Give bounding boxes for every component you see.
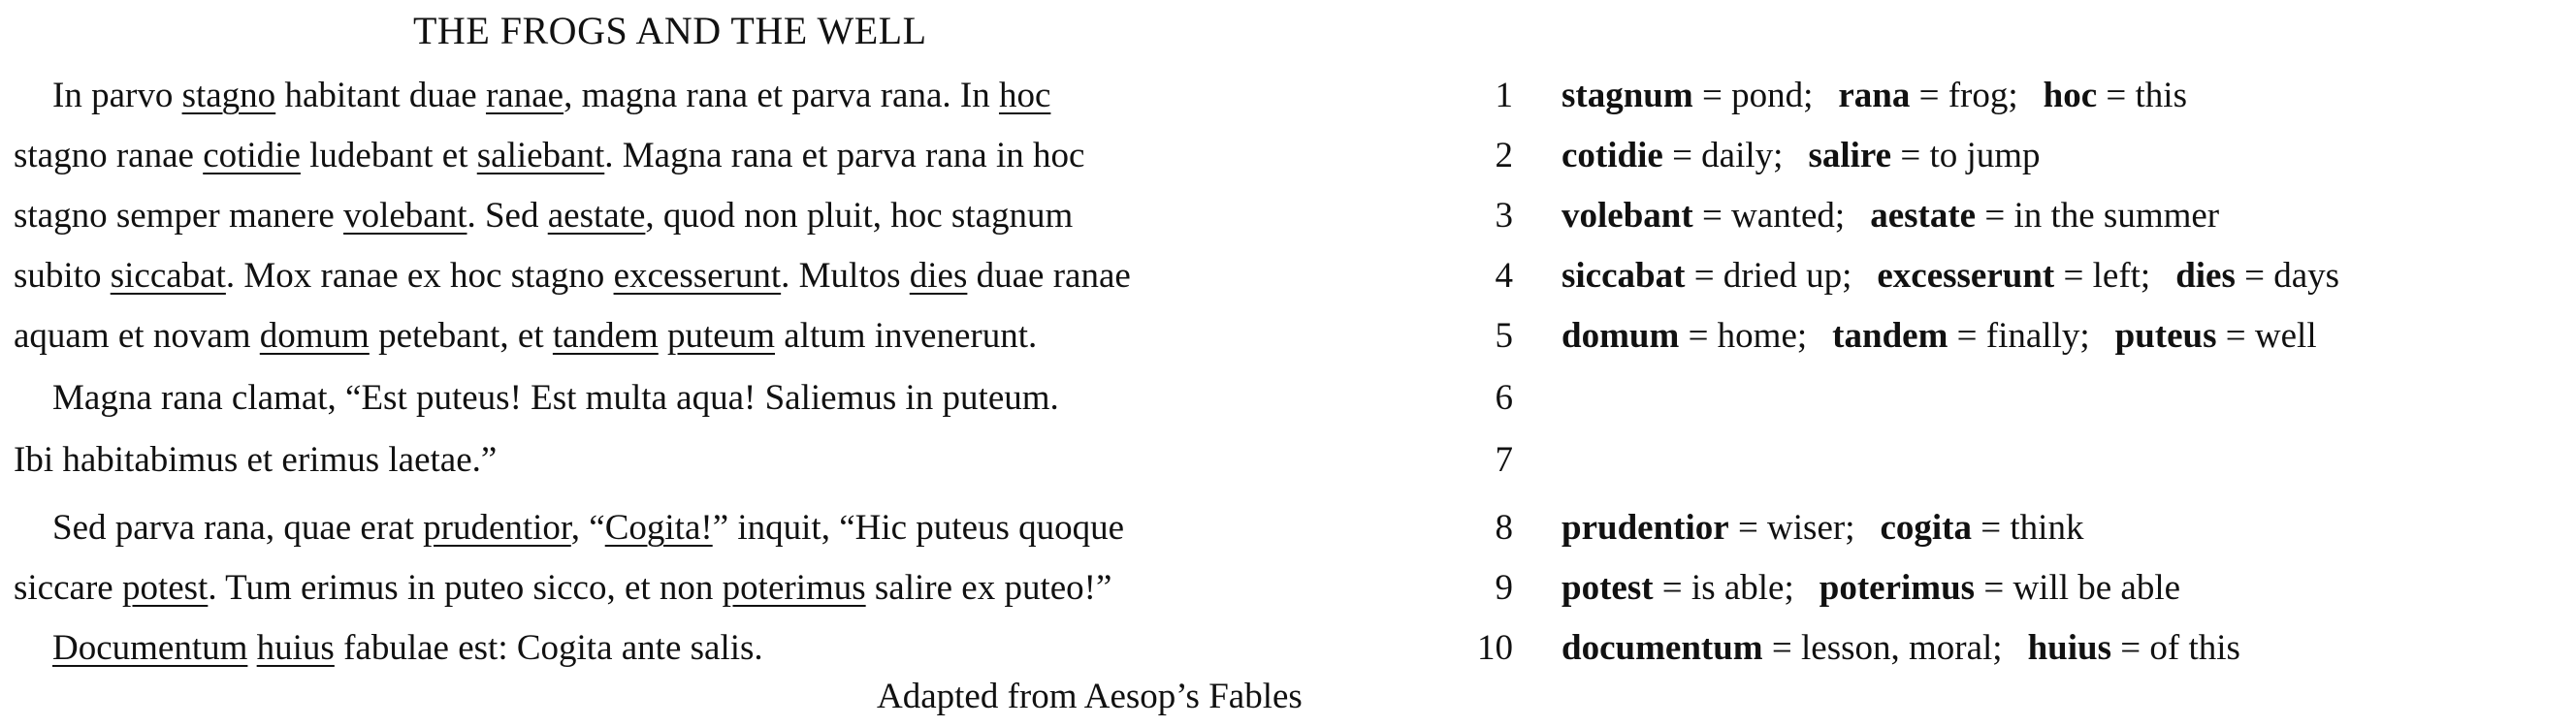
passage-text: altum invenerunt. [775,316,1038,356]
glossary-term: potest [1562,568,1654,608]
glossary-definition: = to jump [1891,136,2041,175]
passage-text: duae ranae [967,256,1131,296]
passage-line [52,370,1059,427]
glossary-definition: = dried up; [1685,256,1852,296]
line-number: 5 [1495,316,1513,356]
passage-text: Ibi habitabimus et erimus laetae.” [14,440,498,480]
glossary-definition: = home; [1679,316,1808,356]
glossary-row [1562,128,2041,184]
passage-text [659,316,667,356]
line-number: 7 [1495,440,1513,480]
passage-line [14,248,1131,304]
glossary-term: salire [1808,136,1892,175]
glossary-definition: = days [2235,256,2340,296]
passage-line [14,308,1037,364]
underlined-word: volebant [343,196,467,236]
underlined-word: prudentior [423,508,571,548]
glossary-term: excesserunt [1877,256,2055,296]
underlined-word: dies [909,256,968,296]
line-number: 10 [1477,628,1513,668]
passage-text [247,628,256,668]
glossary-term: puteus [2114,316,2217,356]
glossary-definition: = of this [2111,628,2240,668]
underlined-word: hoc [998,76,1051,115]
underlined-word: siccabat [110,256,226,296]
line-number: 6 [1495,378,1513,418]
passage-line [52,620,763,677]
glossary-definition: = pond; [1692,76,1814,115]
passage-text: salire ex puteo!” [865,568,1112,608]
glossary-term: poterimus [1819,568,1976,608]
glossary-row [1562,560,2180,616]
glossary-row [1562,620,2240,677]
glossary-definition: = finally; [1948,316,2090,356]
underlined-word: tandem [552,316,659,356]
glossary-term: domum [1562,316,1680,356]
passage-text: , magna rana et parva rana. In [564,76,999,115]
line-number: 1 [1495,76,1513,115]
glossary-term: siccabat [1562,256,1686,296]
passage-line [52,68,1050,124]
glossary-term: prudentior [1562,508,1729,548]
passage-text: . Multos [781,256,910,296]
passage-text: . Magna rana et parva rana in hoc [604,136,1085,175]
source-attribution: Adapted from Aesop’s Fables [877,677,1303,716]
glossary-definition: = in the summer [1976,196,2220,236]
underlined-word: Cogita! [604,508,713,548]
glossary-term: cogita [1880,508,1973,548]
underlined-word: Documentum [52,628,248,668]
passage-line [14,128,1084,184]
passage-text: stagno semper manere [14,196,344,236]
glossary-term: aestate [1870,196,1977,236]
underlined-word: stagno [181,76,276,115]
passage-text: In parvo [52,76,182,115]
glossary-row [1562,248,2339,304]
glossary-term: stagnum [1562,76,1693,115]
glossary-term: huius [2027,628,2111,668]
passage-text: , quod non pluit, hoc stagnum [645,196,1074,236]
underlined-word: potest [121,568,209,608]
passage-text: Sed parva rana, quae erat [52,508,424,548]
underlined-word: puteum [667,316,776,356]
passage-text: . Sed [467,196,548,236]
passage-text: ” inquit, “Hic puteus quoque [712,508,1125,548]
passage-text: subito [14,256,111,296]
glossary-definition: = daily; [1662,136,1784,175]
glossary-row [1562,308,2317,364]
passage-text: stagno ranae [14,136,204,175]
passage-text: siccare [14,568,122,608]
passage-text: fabulae est: Cogita ante salis. [334,628,763,668]
passage-text: ludebant et [300,136,477,175]
glossary-row [1562,500,2083,556]
underlined-word: domum [259,316,370,356]
glossary-term: volebant [1562,196,1693,236]
glossary-definition: = will be able [1975,568,2181,608]
glossary-term: tandem [1832,316,1948,356]
passage-text: aquam et novam [14,316,260,356]
line-number: 4 [1495,256,1513,296]
glossary-definition: = is able; [1653,568,1794,608]
glossary-row [1562,188,2219,244]
glossary-row [1562,68,2187,124]
line-number: 8 [1495,508,1513,548]
underlined-word: poterimus [722,568,866,608]
glossary-definition: = lesson, moral; [1762,628,2003,668]
glossary-term: documentum [1562,628,1763,668]
passage-text: . Tum erimus in puteo sicco, et non [208,568,723,608]
passage-text: . Mox ranae ex hoc stagno [225,256,614,296]
page-title: THE FROGS AND THE WELL [413,9,927,52]
passage-text: habitant duae [275,76,486,115]
passage-line [14,560,1111,616]
underlined-word: aestate [547,196,646,236]
glossary-definition: = frog; [1910,76,2018,115]
glossary-term: dies [2175,256,2236,296]
glossary-definition: = left; [2054,256,2151,296]
glossary-definition: = wanted; [1692,196,1846,236]
glossary-definition: = wiser; [1728,508,1855,548]
passage-text: petebant, et [369,316,553,356]
passage-text: Magna rana clamat, “Est puteus! Est multa aqua! Saliemus in puteum. [52,378,1059,418]
underlined-word: huius [256,628,335,668]
glossary-term: hoc [2043,76,2098,115]
underlined-word: ranae [485,76,564,115]
glossary-term: rana [1838,76,1911,115]
underlined-word: cotidie [203,136,301,175]
glossary-definition: = this [2097,76,2187,115]
passage-line [14,432,497,489]
underlined-word: excesserunt [613,256,782,296]
glossary-definition: = well [2216,316,2317,356]
passage-line [52,500,1124,556]
passage-line [14,188,1073,244]
line-number: 2 [1495,136,1513,175]
passage-text: , “ [570,508,605,548]
line-number: 9 [1495,568,1513,608]
glossary-definition: = think [1972,508,2084,548]
glossary-term: cotidie [1562,136,1663,175]
underlined-word: saliebant [476,136,605,175]
line-number: 3 [1495,196,1513,236]
